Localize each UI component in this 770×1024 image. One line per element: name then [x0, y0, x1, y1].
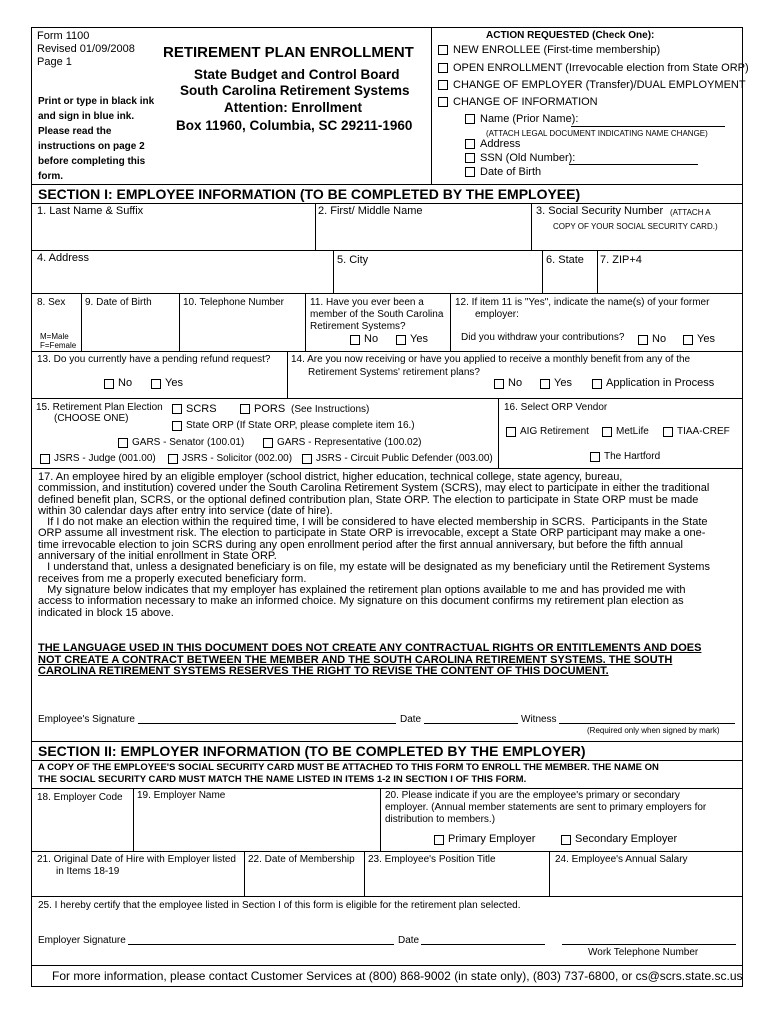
- plan-election-choose: (CHOOSE ONE): [54, 413, 129, 424]
- agency-line: Box 11960, Columbia, SC 29211-1960: [176, 118, 413, 133]
- secondary-employer-checkbox[interactable]: [561, 835, 571, 845]
- employer-signature-label: Employer Signature: [38, 935, 126, 946]
- ssn-change-label: SSN (Old Number):: [480, 152, 576, 164]
- terms-line: access to information necessary to make an informed choice. My signature on this document confirms my retirement plan election as: [38, 595, 684, 608]
- open-enrollment-checkbox[interactable]: [438, 63, 448, 73]
- pors-label: PORS: [254, 403, 286, 415]
- old-ssn-line[interactable]: [569, 164, 698, 165]
- gars-senator-checkbox[interactable]: [118, 438, 128, 448]
- jsrs-judge-checkbox[interactable]: [40, 454, 50, 464]
- scrs-checkbox[interactable]: [172, 404, 182, 414]
- employee-signature-label: Employee's Signature: [38, 714, 135, 725]
- aig-checkbox[interactable]: [506, 427, 516, 437]
- terms-line: I understand that, unless a designated beneficiary is on file, my estate will be designated as my beneficiary until the Retirement Systems: [38, 561, 710, 574]
- tiaa-checkbox[interactable]: [663, 427, 673, 437]
- refund-yes-label: Yes: [165, 377, 183, 389]
- monthly-benefit-question: 14. Are you now receiving or have you applied to receive a monthly benefit from any of the: [291, 354, 691, 365]
- withdraw-yes-checkbox[interactable]: [683, 335, 693, 345]
- benefit-no-checkbox[interactable]: [494, 379, 504, 389]
- sex-label: 8. Sex: [37, 297, 66, 308]
- pors-checkbox[interactable]: [240, 404, 250, 414]
- benefit-yes-checkbox[interactable]: [540, 379, 550, 389]
- pending-refund-question: 13. Do you currently have a pending refund request?: [37, 354, 271, 365]
- metlife-checkbox[interactable]: [602, 427, 612, 437]
- instr-line: instructions on page 2: [38, 141, 145, 152]
- benefit-in-process-checkbox[interactable]: [592, 379, 602, 389]
- witness-note: (Required only when signed by mark): [587, 726, 720, 735]
- agency-line: Attention: Enrollment: [224, 100, 362, 115]
- revised-date: Revised 01/09/2008: [37, 43, 135, 55]
- aig-label: AIG Retirement: [520, 426, 589, 437]
- former-employer-label-2: employer:: [475, 309, 519, 320]
- employer-type-label-2: employer. (Annual member statements are sent to primary employers for: [385, 802, 707, 813]
- city-label: 5. City: [337, 254, 369, 266]
- hire-date-label: 21. Original Date of Hire with Employer listed: [37, 854, 236, 865]
- state-orp-checkbox[interactable]: [172, 421, 182, 431]
- employee-date-line[interactable]: [424, 723, 518, 724]
- refund-no-label: No: [118, 377, 133, 389]
- witness-line[interactable]: [559, 723, 735, 724]
- form-title: RETIREMENT PLAN ENROLLMENT: [163, 44, 414, 61]
- employer-name-label: 19. Employer Name: [137, 790, 226, 801]
- contact-footer: For more information, please contact Customer Services at (800) 868-9002 (in state only), (803) 737-6800, or cs@scrs.state.sc.us: [52, 969, 743, 983]
- instr-line: before completing this: [38, 156, 146, 167]
- jsrs-defender-checkbox[interactable]: [302, 454, 312, 464]
- zip-label: 7. ZIP+4: [600, 254, 642, 266]
- change-employer-checkbox[interactable]: [438, 80, 448, 90]
- jsrs-judge-label: JSRS - Judge (001.00): [54, 453, 156, 464]
- former-employer-label: 12. If item 11 is "Yes", indicate the name(s) of your former: [455, 297, 710, 308]
- gars-representative-label: GARS - Representative (100.02): [277, 437, 422, 448]
- monthly-benefit-question-2: Retirement Systems' retirement plans?: [308, 367, 480, 378]
- gars-senator-label: GARS - Senator (100.01): [132, 437, 245, 448]
- instr-line: Print or type in black ink: [38, 96, 155, 107]
- new-enrollee-label: NEW ENROLLEE (First-time membership): [453, 44, 661, 56]
- employer-date-label: Date: [398, 935, 420, 946]
- name-change-label: Name (Prior Name):: [480, 113, 579, 125]
- ssn-change-checkbox[interactable]: [465, 153, 475, 163]
- sex-male-note: M=Male: [40, 332, 69, 341]
- annual-salary-label: 24. Employee's Annual Salary: [555, 854, 688, 865]
- primary-employer-label: Primary Employer: [448, 833, 536, 845]
- former-member-no-checkbox[interactable]: [350, 335, 360, 345]
- hire-date-label-2: in Items 18-19: [56, 866, 120, 877]
- terms-line: indicated in block 15 above.: [38, 606, 174, 619]
- membership-date-label: 22. Date of Membership: [248, 854, 355, 865]
- ss-card-notice: A COPY OF THE EMPLOYEE'S SOCIAL SECURITY CARD MUST BE ATTACHED TO THIS FORM TO ENROLL THE MEMBER. THE NAME ON: [38, 762, 659, 773]
- ss-card-notice-2: THE SOCIAL SECURITY CARD MUST MATCH THE NAME LISTED IN ITEMS 1-2 IN SECTION I OF THIS FORM.: [38, 774, 527, 785]
- benefit-in-process-label: Application in Process: [606, 377, 715, 389]
- prior-name-line[interactable]: [571, 126, 725, 127]
- election-terms-paragraph: [38, 472, 738, 619]
- withdraw-no-label: No: [652, 333, 667, 345]
- terms-line: anniversary of the initial enrollment in State ORP.: [38, 550, 277, 563]
- employer-code-label: 18. Employer Code: [37, 792, 123, 803]
- dob-change-label: Date of Birth: [480, 166, 542, 178]
- terms-line: ORP assume all investment risk. The election to participate in State ORP is irrevocable, except a State ORP participant may make a one-: [38, 527, 706, 540]
- terms-line: 17. An employee hired by an eligible employer (school district, higher education, technical college, state agency, bureau,: [38, 471, 623, 483]
- jsrs-defender-label: JSRS - Circuit Public Defender (003.00): [316, 453, 493, 464]
- metlife-label: MetLife: [616, 426, 649, 437]
- ssn-attach-note-2: COPY OF YOUR SOCIAL SECURITY CARD.): [553, 222, 718, 231]
- terms-line: receives from me a properly executed beneficiary form.: [38, 572, 307, 585]
- agency-line: State Budget and Control Board: [194, 67, 400, 82]
- employer-date-line[interactable]: [421, 944, 545, 945]
- benefit-no-label: No: [508, 377, 523, 389]
- disclaimer-line: CAROLINA RETIREMENT SYSTEMS RESERVES THE RIGHT TO REVISE THE CONTENT OF THIS DOCUMENT.: [38, 665, 609, 678]
- gars-representative-checkbox[interactable]: [263, 438, 273, 448]
- plan-election-label: 15. Retirement Plan Election: [36, 402, 163, 413]
- terms-line: If I do not make an election within the required time, I will be considered to have elected membership in SCRS. Participants in the State: [38, 516, 708, 529]
- change-info-label: CHANGE OF INFORMATION: [453, 96, 598, 108]
- terms-line: commission, and institution) covered under the South Carolina Retirement System (SCRS), may elect to participate in either the traditional: [38, 482, 710, 495]
- instr-line: and sign in blue ink.: [38, 111, 135, 122]
- ssn-attach-note: (ATTACH A: [670, 208, 711, 217]
- hartford-label: The Hartford: [604, 451, 661, 462]
- first-name-label: 2. First/ Middle Name: [318, 205, 423, 217]
- sex-female-note: F=Female: [40, 341, 77, 350]
- terms-line: time irrevocable election to join SCRS during any open enrollment period after the first annual anniversary, but before the fifth annual: [38, 538, 683, 551]
- terms-line: defined benefit plan, SCRS, or the optional defined contribution plan, State ORP. The election to participate in State ORP must be made: [38, 493, 699, 506]
- instr-line: form.: [38, 171, 63, 182]
- last-name-label: 1. Last Name & Suffix: [37, 205, 144, 217]
- attach-note: (ATTACH LEGAL DOCUMENT INDICATING NAME CHANGE): [486, 129, 708, 138]
- former-member-q3: Retirement Systems?: [310, 321, 406, 332]
- change-employer-label: CHANGE OF EMPLOYER (Transfer)/DUAL EMPLOYMENT: [453, 79, 746, 91]
- former-member-q1: 11. Have you ever been a: [310, 297, 424, 308]
- terms-line: within 30 calendar days after entry into service (date of hire).: [38, 504, 333, 517]
- former-member-q2: member of the South Carolina: [310, 309, 444, 320]
- open-enrollment-label: OPEN ENROLLMENT (Irrevocable election from State ORP): [453, 62, 749, 74]
- orp-vendor-label: 16. Select ORP Vendor: [504, 402, 608, 413]
- address-label: 4. Address: [37, 252, 89, 264]
- address-change-label: Address: [480, 138, 521, 150]
- former-member-no-label: No: [364, 333, 379, 345]
- tiaa-label: TIAA-CREF: [677, 426, 730, 437]
- former-member-yes-label: Yes: [410, 333, 428, 345]
- agency-line: South Carolina Retirement Systems: [180, 83, 410, 98]
- hartford-checkbox[interactable]: [590, 452, 600, 462]
- instr-line: Please read the: [38, 126, 112, 137]
- section-1-title: SECTION I: EMPLOYEE INFORMATION (TO BE COMPLETED BY THE EMPLOYEE): [38, 186, 581, 202]
- refund-no-checkbox[interactable]: [104, 379, 114, 389]
- withdraw-no-checkbox[interactable]: [638, 335, 648, 345]
- disclaimer-line: NOT CREATE A CONTRACT BETWEEN THE MEMBER AND THE SOUTH CAROLINA RETIREMENT SYSTEMS. THE SOUTH: [38, 653, 673, 666]
- work-phone-line[interactable]: [562, 944, 736, 945]
- former-member-yes-checkbox[interactable]: [396, 335, 406, 345]
- new-enrollee-checkbox[interactable]: [438, 45, 448, 55]
- action-heading: ACTION REQUESTED (Check One):: [486, 30, 655, 41]
- address-change-checkbox[interactable]: [465, 139, 475, 149]
- jsrs-solicitor-checkbox[interactable]: [168, 454, 178, 464]
- scrs-label: SCRS: [186, 403, 217, 415]
- employer-type-label-3: distribution to members.): [385, 814, 496, 825]
- terms-line: My signature below indicates that my employer has explained the retirement plan options available to me and has provided me with: [38, 583, 686, 596]
- withdraw-yes-label: Yes: [697, 333, 715, 345]
- position-title-label: 23. Employee's Position Title: [368, 854, 496, 865]
- dob-label: 9. Date of Birth: [85, 297, 152, 308]
- secondary-employer-label: Secondary Employer: [575, 833, 678, 845]
- telephone-label: 10. Telephone Number: [183, 297, 284, 308]
- name-change-checkbox[interactable]: [465, 114, 475, 124]
- primary-employer-checkbox[interactable]: [434, 835, 444, 845]
- work-phone-label: Work Telephone Number: [588, 947, 699, 958]
- employer-signature-line[interactable]: [128, 944, 394, 945]
- employee-signature-line[interactable]: [138, 723, 396, 724]
- disclaimer-line: THE LANGUAGE USED IN THIS DOCUMENT DOES NOT CREATE ANY CONTRACTUAL RIGHTS OR ENTITLEMENTS AND DOES: [38, 642, 702, 654]
- benefit-yes-label: Yes: [554, 377, 572, 389]
- witness-label: Witness: [521, 714, 557, 725]
- pors-see-instructions: (See Instructions): [291, 404, 370, 415]
- state-label: 6. State: [546, 254, 584, 266]
- certification-statement: 25. I hereby certify that the employee listed in Section I of this form is eligible for the retirement plan selected.: [38, 900, 521, 911]
- section-2-title: SECTION II: EMPLOYER INFORMATION (TO BE COMPLETED BY THE EMPLOYER): [38, 743, 586, 759]
- page-number: Page 1: [37, 56, 72, 68]
- withdraw-question: Did you withdraw your contributions?: [461, 332, 625, 343]
- refund-yes-checkbox[interactable]: [151, 379, 161, 389]
- change-info-checkbox[interactable]: [438, 97, 448, 107]
- employee-date-label: Date: [400, 714, 422, 725]
- employer-type-label: 20. Please indicate if you are the employee's primary or secondary: [385, 790, 680, 801]
- contract-disclaimer: [38, 643, 738, 678]
- state-orp-label: State ORP (If State ORP, please complete item 16.): [186, 420, 415, 431]
- ssn-label: 3. Social Security Number: [536, 205, 664, 217]
- dob-change-checkbox[interactable]: [465, 167, 475, 177]
- form-number: Form 1100: [37, 30, 90, 42]
- jsrs-solicitor-label: JSRS - Solicitor (002.00): [182, 453, 293, 464]
